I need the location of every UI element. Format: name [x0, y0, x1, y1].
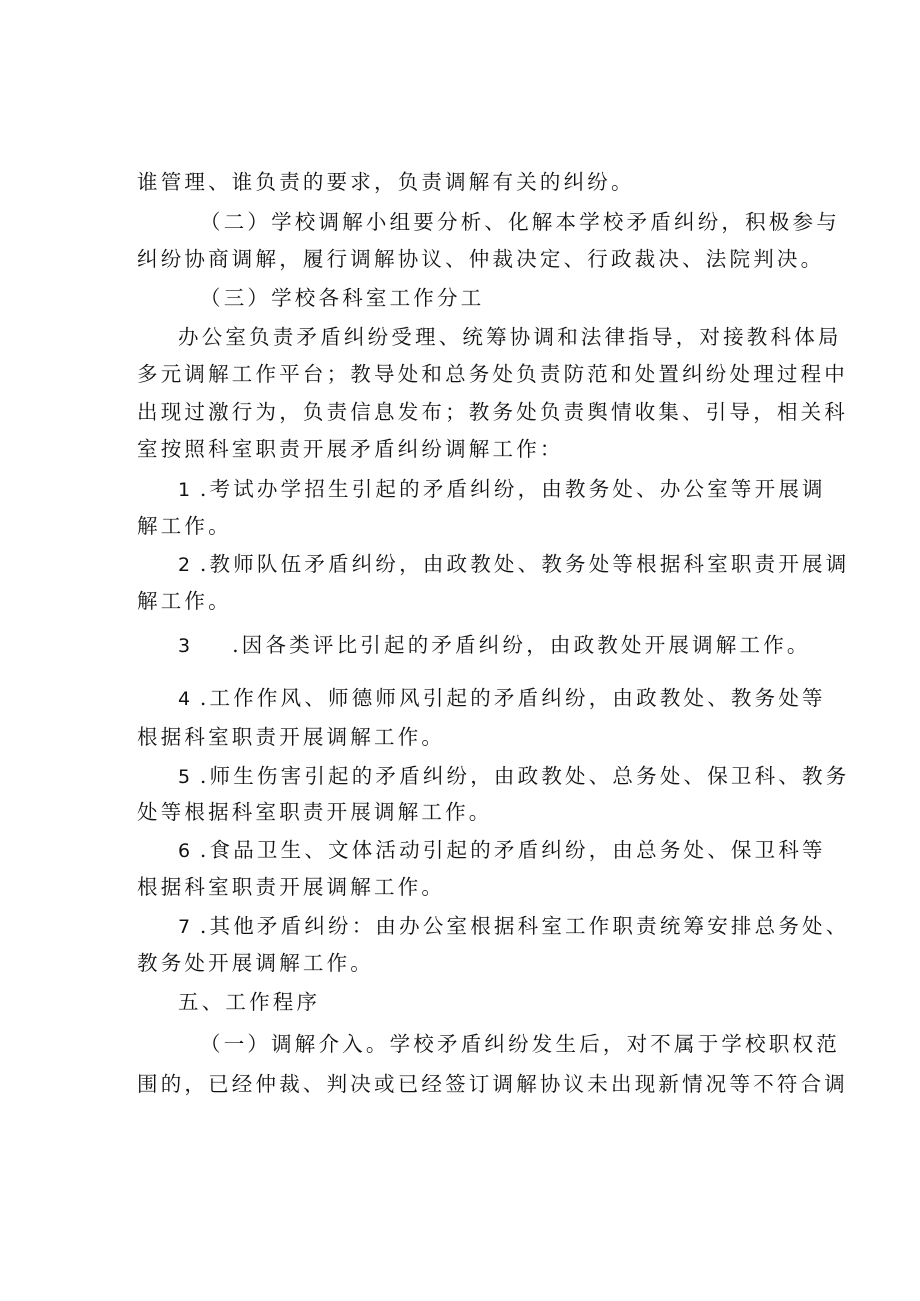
list-number: 7	[178, 916, 191, 938]
list-item-text: .工作作风、师德师风引起的矛盾纠纷，由政教处、教务处等	[199, 686, 826, 710]
paragraph-line: 围的，已经仲裁、判决或已经签订调解协议未出现新情况等不符合调	[137, 1072, 848, 1096]
paragraph-line: 室按照科室职责开展矛盾纠纷调解工作：	[137, 437, 564, 461]
list-item	[178, 684, 826, 713]
paragraph-line: 教务处开展调解工作。	[137, 951, 374, 975]
list-item-text: .因各类评比引起的矛盾纠纷，由政教处开展调解工作。	[232, 633, 811, 657]
paragraph-line: 多元调解工作平台；教导处和总务处负责防范和处置纠纷处理过程中	[137, 362, 848, 386]
list-number: 3	[178, 635, 191, 657]
list-number: 5	[178, 766, 191, 788]
paragraph-line: （一）调解介入。学校矛盾纠纷发生后，对不属于学校职权范	[200, 1032, 840, 1056]
paragraph-line: 根据科室职责开展调解工作。	[137, 725, 446, 749]
paragraph-line: 办公室负责矛盾纠纷受理、统筹协调和法律指导，对接教科体局	[178, 325, 842, 349]
list-item-text: .考试办学招生引起的矛盾纠纷，由教务处、办公室等开展调	[199, 477, 826, 501]
list-item-text: .食品卫生、文体活动引起的矛盾纠纷，由总务处、保卫科等	[199, 838, 826, 862]
section-heading: （三）学校各科室工作分工	[200, 286, 485, 310]
paragraph-line: 解工作。	[137, 514, 232, 538]
list-item	[178, 550, 850, 579]
list-item	[178, 631, 811, 660]
paragraph-line: （二）学校调解小组要分析、化解本学校矛盾纠纷，积极参与	[200, 210, 840, 234]
list-item	[178, 836, 826, 865]
paragraph-line: 谁管理、谁负责的要求，负责调解有关的纠纷。	[137, 170, 635, 194]
list-item	[178, 475, 826, 504]
paragraph-line: 根据科室职责开展调解工作。	[137, 875, 446, 899]
list-item	[178, 762, 850, 791]
list-number: 4	[178, 688, 191, 710]
paragraph-line: 解工作。	[137, 589, 232, 613]
list-item-text: .教师队伍矛盾纠纷，由政教处、教务处等根据科室职责开展调	[199, 552, 850, 576]
list-item-text: .其他矛盾纠纷：由办公室根据科室工作职责统筹安排总务处、	[199, 914, 850, 938]
paragraph-line: 纠纷协商调解，履行调解协议、仲裁决定、行政裁决、法院判决。	[137, 247, 825, 271]
list-number: 1	[178, 479, 191, 501]
list-number: 6	[178, 840, 191, 862]
list-number: 2	[178, 554, 191, 576]
paragraph-line: 处等根据科室职责开展调解工作。	[137, 800, 493, 824]
paragraph-line: 出现过激行为，负责信息发布；教务处负责舆情收集、引导，相关科	[137, 400, 848, 424]
list-item-text: .师生伤害引起的矛盾纠纷，由政教处、总务处、保卫科、教务	[199, 764, 850, 788]
section-heading: 五、工作程序	[178, 990, 321, 1014]
list-item	[178, 912, 850, 941]
